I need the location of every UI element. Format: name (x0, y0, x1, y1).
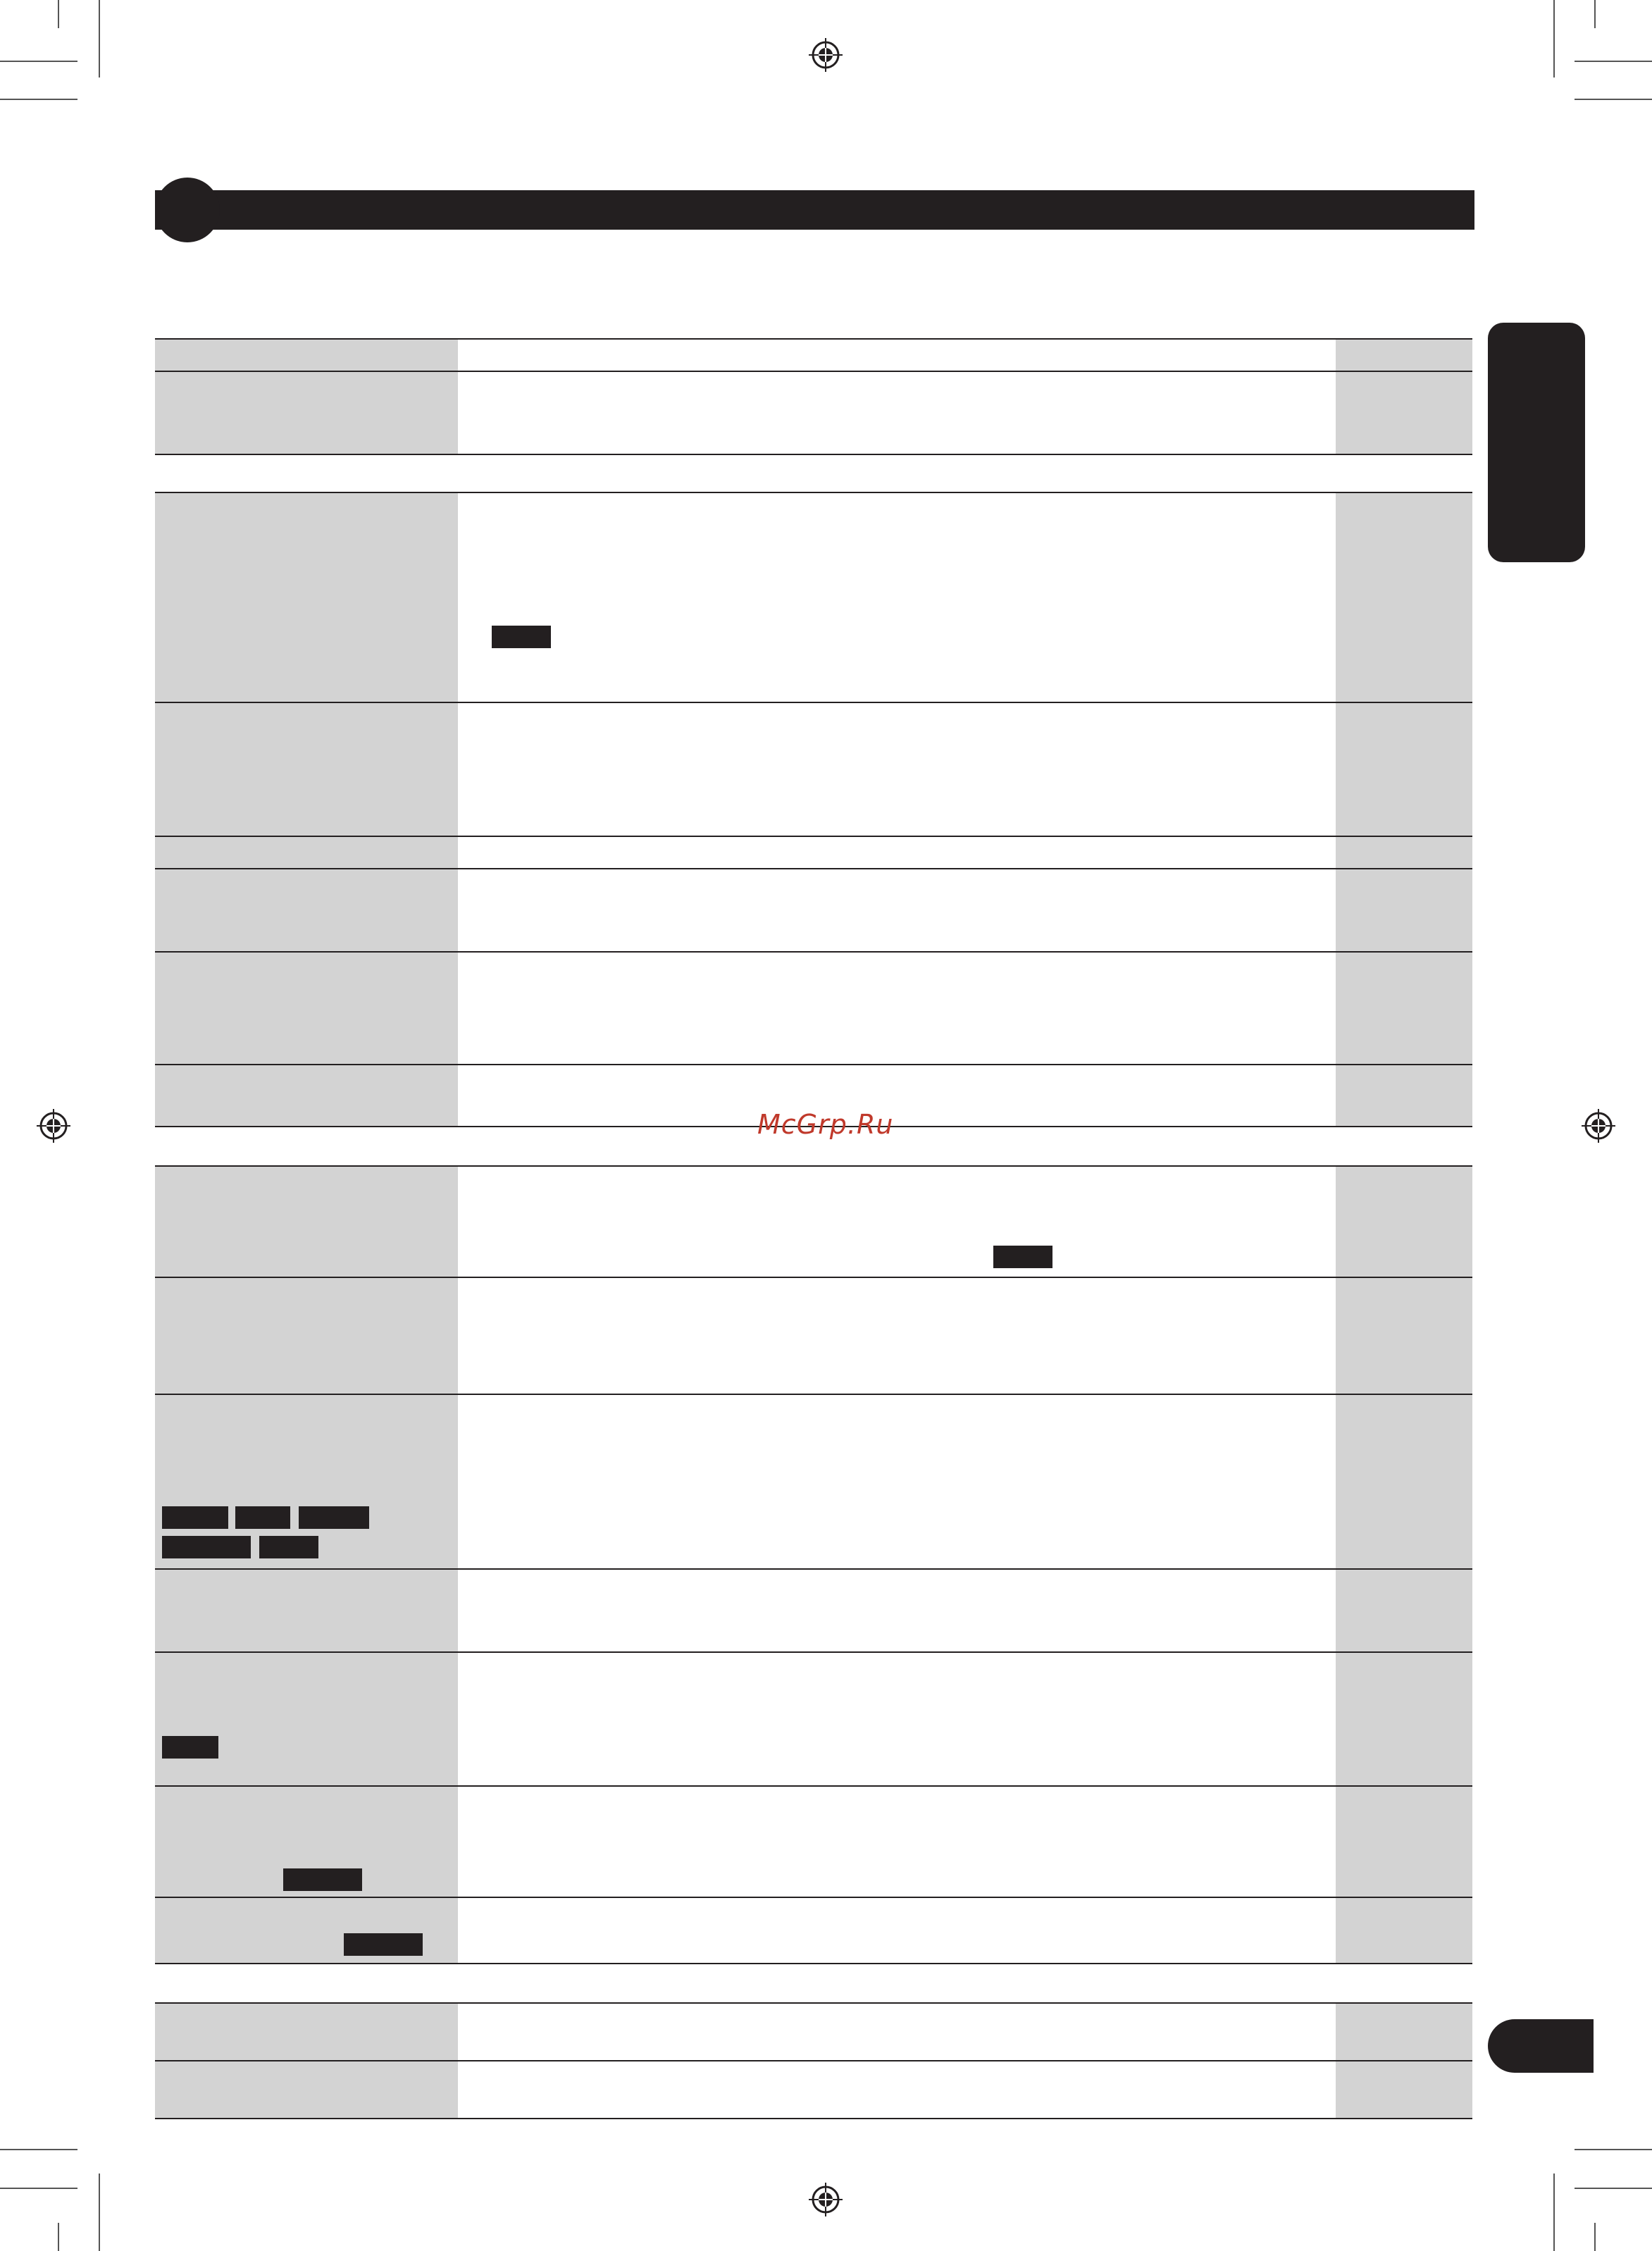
table-row (155, 1570, 1472, 1651)
crop-mark (1575, 99, 1652, 100)
crop-mark (58, 2223, 59, 2251)
table-rule (155, 2118, 1472, 2119)
crop-mark (58, 0, 59, 28)
registration-mark-icon (37, 1109, 70, 1143)
crop-mark (99, 0, 100, 77)
table-row (155, 953, 1472, 1064)
table-row (155, 1395, 1472, 1568)
crop-mark (1575, 2188, 1652, 2189)
label-badge (993, 1246, 1052, 1268)
table-row (155, 372, 1472, 454)
registration-mark-icon (1582, 1109, 1615, 1143)
registration-mark-icon (809, 2183, 843, 2216)
section-header-bar (155, 190, 1474, 230)
crop-mark (0, 2188, 77, 2189)
crop-mark (99, 2174, 100, 2251)
table-row (155, 1653, 1472, 1785)
label-badge (299, 1506, 369, 1529)
crop-mark (1575, 61, 1652, 62)
table-row (155, 703, 1472, 836)
watermark-text: McGrp.Ru (757, 1109, 894, 1140)
table-rule (155, 1963, 1472, 1964)
crop-mark (0, 61, 77, 62)
table-row (155, 869, 1472, 951)
crop-mark (1553, 2174, 1555, 2251)
label-badge (492, 626, 551, 648)
table-row (155, 837, 1472, 868)
label-badge (259, 1536, 318, 1558)
table-row (155, 2004, 1472, 2060)
label-badge (344, 1933, 423, 1956)
crop-mark (0, 99, 77, 100)
language-side-tab (1488, 323, 1585, 562)
label-badge (283, 1868, 362, 1891)
table-row (155, 493, 1472, 702)
crop-mark (1594, 2223, 1596, 2251)
label-badge (235, 1506, 290, 1529)
label-badge (162, 1736, 218, 1759)
label-badge (162, 1536, 251, 1558)
table-row (155, 2061, 1472, 2118)
crop-mark (0, 2149, 77, 2150)
table-row (155, 1278, 1472, 1394)
crop-mark (1553, 0, 1555, 77)
table-row (155, 340, 1472, 371)
crop-mark (1594, 0, 1596, 28)
label-badge (162, 1506, 228, 1529)
registration-mark-icon (809, 38, 843, 72)
crop-mark (1575, 2149, 1652, 2150)
page-number-tab (1488, 2019, 1594, 2073)
section-number-circle (155, 178, 220, 242)
table-row (155, 1167, 1472, 1277)
table-rule (155, 454, 1472, 455)
